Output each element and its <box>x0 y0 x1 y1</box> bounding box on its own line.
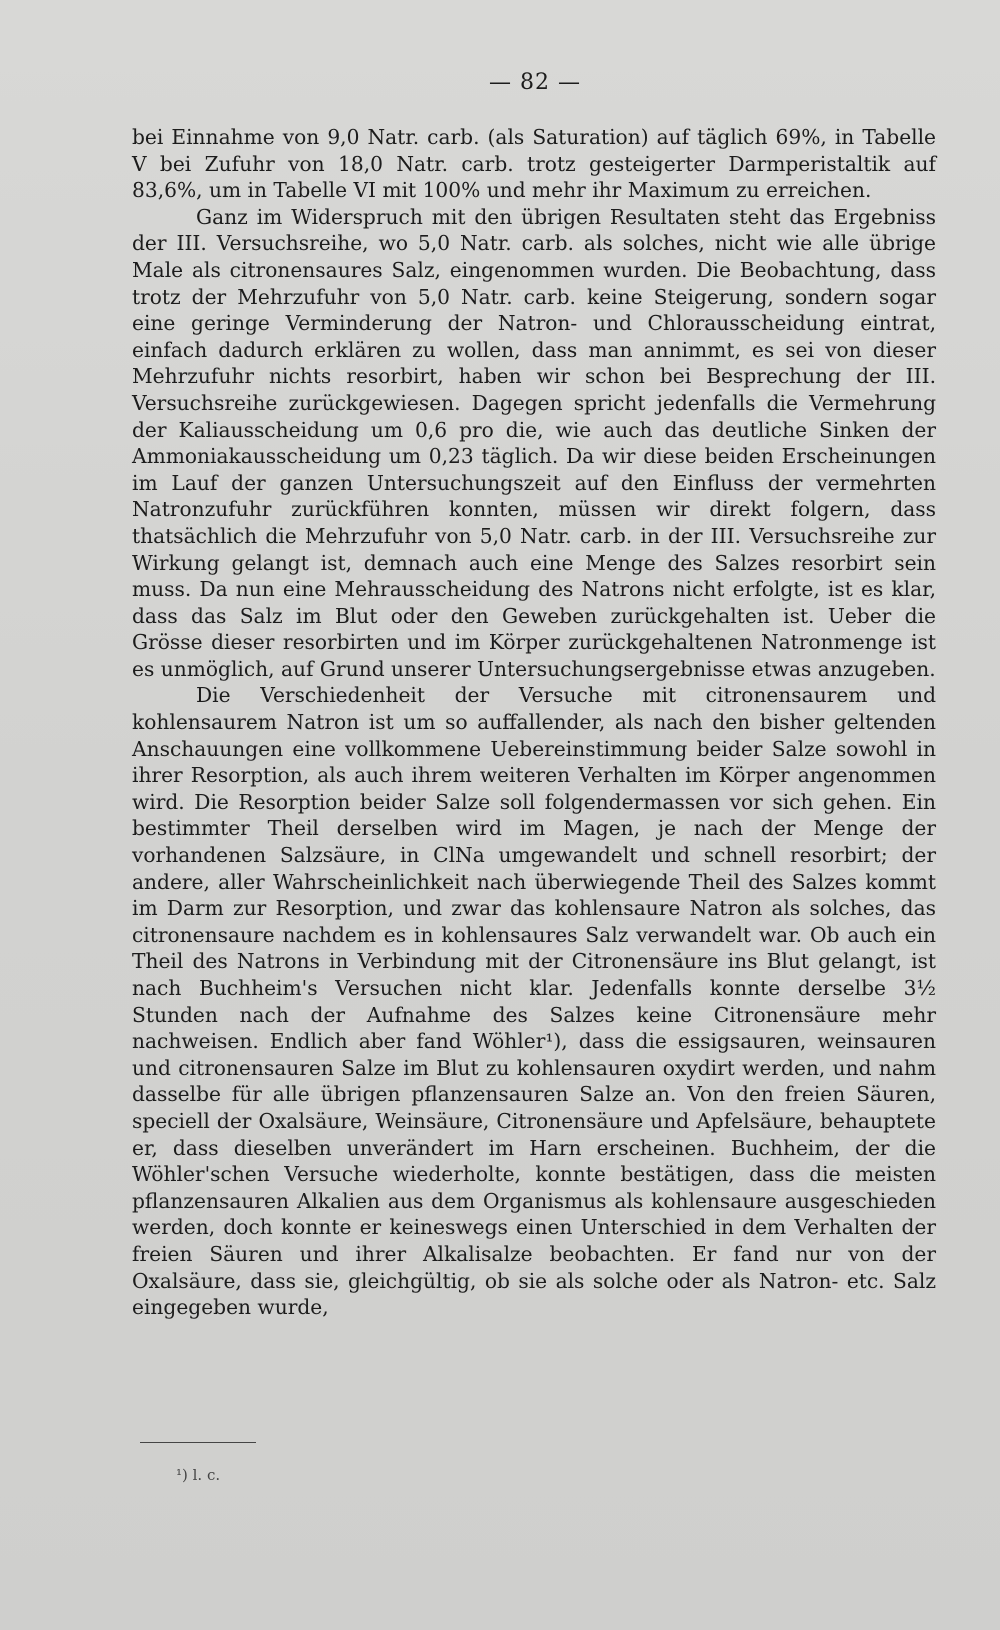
paragraph: Ganz im Widerspruch mit den übrigen Resultaten steht das Ergebniss der III. Versuchsreihe, wo 5,0 Natr. carb. als solches, nicht wie alle übrige Male als citronensaures Salz, eingenommen wurden. Die Beobachtung, dass trotz der Mehrzufuhr von 5,0 Natr. carb. keine Steigerung, sondern sogar eine geringe Verminderung der Natron- und Chlorausscheidung eintrat, einfach dadurch erklären zu wollen, dass man annimmt, es sei von dieser Mehrzufuhr nichts resorbirt, haben wir schon bei Besprechung der III. Versuchsreihe zurückgewiesen. Dagegen spricht jedenfalls die Vermehrung der Kaliausscheidung um 0,6 pro die, wie auch das deutliche Sinken der Ammoniakausscheidung um 0,23 täglich. Da wir diese beiden Erscheinungen im Lauf der ganzen Untersuchungszeit auf den Einfluss der vermehrten Natronzufuhr zurückführen konnten, müssen wir direkt folgern, dass thatsächlich die Mehrzufuhr von 5,0 Natr. carb. in der III. Versuchsreihe zur Wirkung gelangt ist, demnach auch eine Menge des Salzes resorbirt sein muss. Da nun eine Mehrausscheidung des Natrons nicht erfolgte, ist es klar, dass das Salz im Blut oder den Geweben zurückgehalten ist. Ueber die Grösse dieser resorbirten und im Körper zurückgehaltenen Natronmenge ist es unmöglich, auf Grund unserer Untersuchungsergebnisse etwas anzugeben. <box>132 204 936 681</box>
page-number: — 82 — <box>489 70 581 95</box>
paragraph: Die Verschiedenheit der Versuche mit citronensaurem und kohlensaurem Natron ist um so auffallender, als nach den bisher geltenden Anschauungen eine vollkommene Uebereinstimmung beider Salze sowohl in ihrer Resorption, als auch ihrem weiteren Verhalten im Körper angenommen wird. Die Resorption beider Salze soll folgendermassen vor sich gehen. Ein bestimmter Theil derselben wird im Magen, je nach der Menge der vorhandenen Salzsäure, in ClNa umgewandelt und schnell resorbirt; der andere, aller Wahrscheinlichkeit nach überwiegende Theil des Salzes kommt im Darm zur Resorption, und zwar das kohlensaure Natron als solches, das citronensaure nachdem es in kohlensaures Salz verwandelt war. Ob auch ein Theil des Natrons in Verbindung mit der Citronensäure ins Blut gelangt, ist nach Buchheim's Versuchen nicht klar. Jedenfalls konnte derselbe 3½ Stunden nach der Aufnahme des Salzes keine Citronensäure mehr nachweisen. Endlich aber fand Wöhler¹), dass die essigsauren, weinsauren und citronensauren Salze im Blut zu kohlensauren oxydirt werden, und nahm dasselbe für alle übrigen pflanzensauren Salze an. Von den freien Säuren, speciell der Oxalsäure, Weinsäure, Citronensäure und Apfelsäure, behauptete er, dass dieselben unverändert im Harn erscheinen. Buchheim, der die Wöhler'schen Versuche wiederholte, konnte bestätigen, dass die meisten pflanzensauren Alkalien aus dem Organismus als kohlensaure ausgeschieden werden, doch konnte er keineswegs einen Unterschied in dem Verhalten der freien Säuren und ihrer Alkalisalze beobachten. Er fand nur von der Oxalsäure, dass sie, gleichgültig, ob sie als solche oder als Natron- etc. Salz eingegeben wurde, <box>132 683 936 1320</box>
body-text <box>132 124 936 1321</box>
paragraph-continuation: bei Einnahme von 9,0 Natr. carb. (als Saturation) auf täglich 69%, in Tabelle V bei Zufuhr von 18,0 Natr. carb. trotz gesteigerter Darmperistaltik auf 83,6%, um in Tabelle VI mit 100% und mehr ihr Maximum zu erreichen. <box>132 125 936 203</box>
footnote-divider <box>140 1442 256 1443</box>
footnote: ¹) l. c. <box>176 1466 221 1484</box>
